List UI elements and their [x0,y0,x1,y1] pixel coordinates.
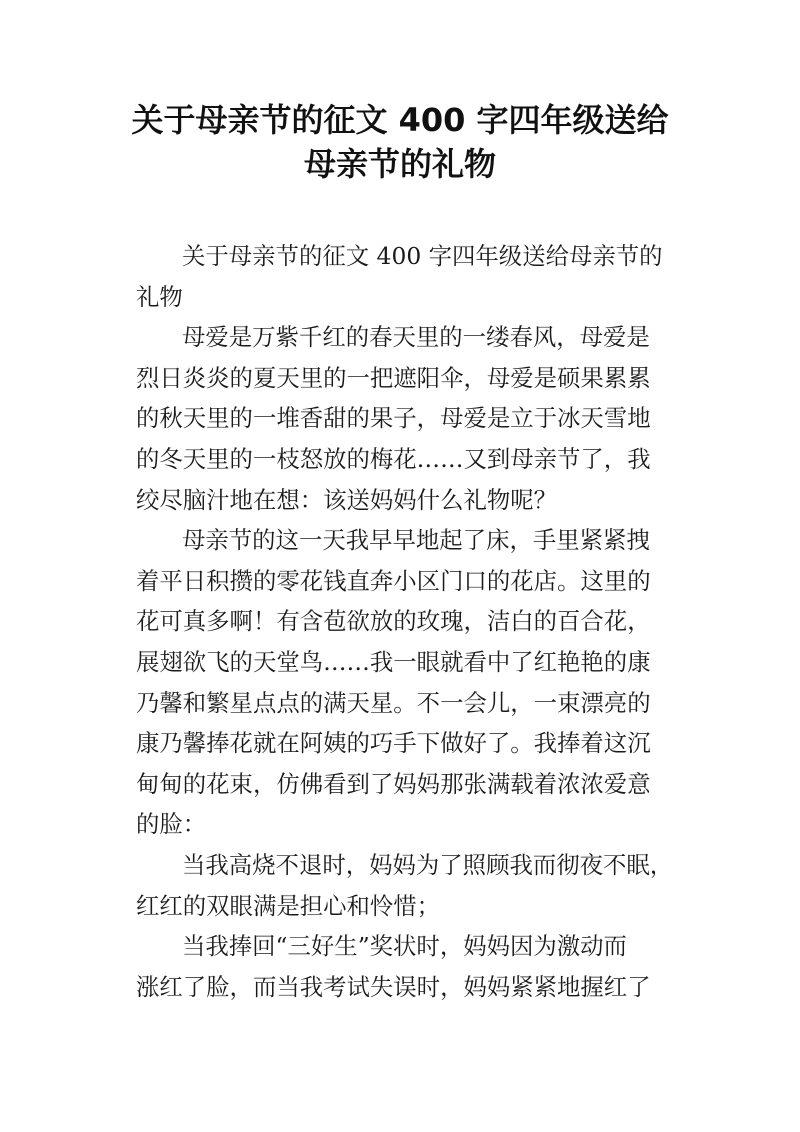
paragraph-memory-fever [136,845,672,926]
text-line: 母爱是万紫千红的春天里的一缕春风，母爱是 [182,323,650,352]
paragraph-flower-shop [136,520,672,845]
paragraph-memory-award [136,926,672,1007]
text-line: 康乃馨捧花就在阿姨的巧手下做好了。我捧着这沉 [136,729,651,758]
text-line: 的脸： [136,810,207,839]
text-line: 涨红了脸，而当我考试失误时，妈妈紧紧地握红了 [136,972,651,1001]
text-line: 关于母亲节的征文 400 字四年级送给母亲节的 [182,242,663,270]
document-body [136,236,672,1007]
text-line: 当我高烧不退时，妈妈为了照顾我而彻夜不眠， [182,850,674,879]
paragraph-subtitle [136,236,672,317]
paragraph-intro [136,317,672,520]
title-line: 母亲节的礼物 [303,145,496,183]
text-line: 乃馨和繁星点点的满天星。不一会儿，一束漂亮的 [136,688,651,717]
title-line: 关于母亲节的征文 400 字四年级送给 [131,101,669,139]
text-line: 红红的双眼满是担心和怜惜； [136,891,441,920]
text-line: 花可真多啊！有含苞欲放的玫瑰，洁白的百合花， [136,607,651,636]
text-line: 当我捧回“三好生”奖状时，妈妈因为激动而 [182,932,627,961]
text-line: 展翅欲飞的天堂鸟……我一眼就看中了红艳艳的康 [136,647,651,676]
text-line: 母亲节的这一天我早早地起了床，手里紧紧拽 [182,526,650,555]
text-line: 甸甸的花束，仿佛看到了妈妈那张满载着浓浓爱意 [136,769,651,798]
document-title [120,98,680,186]
text-line: 礼物 [136,282,183,311]
text-line: 的秋天里的一堆香甜的果子，母爱是立于冰天雪地 [136,404,651,433]
text-line: 着平日积攒的零花钱直奔小区门口的花店。这里的 [136,566,651,595]
text-line: 的冬天里的一枝怒放的梅花……又到母亲节了，我 [136,444,651,473]
text-line: 绞尽脑汁地在想：该送妈妈什么礼物呢？ [136,485,558,514]
text-line: 烈日炎炎的夏天里的一把遮阳伞，母爱是硕果累累 [136,363,651,392]
